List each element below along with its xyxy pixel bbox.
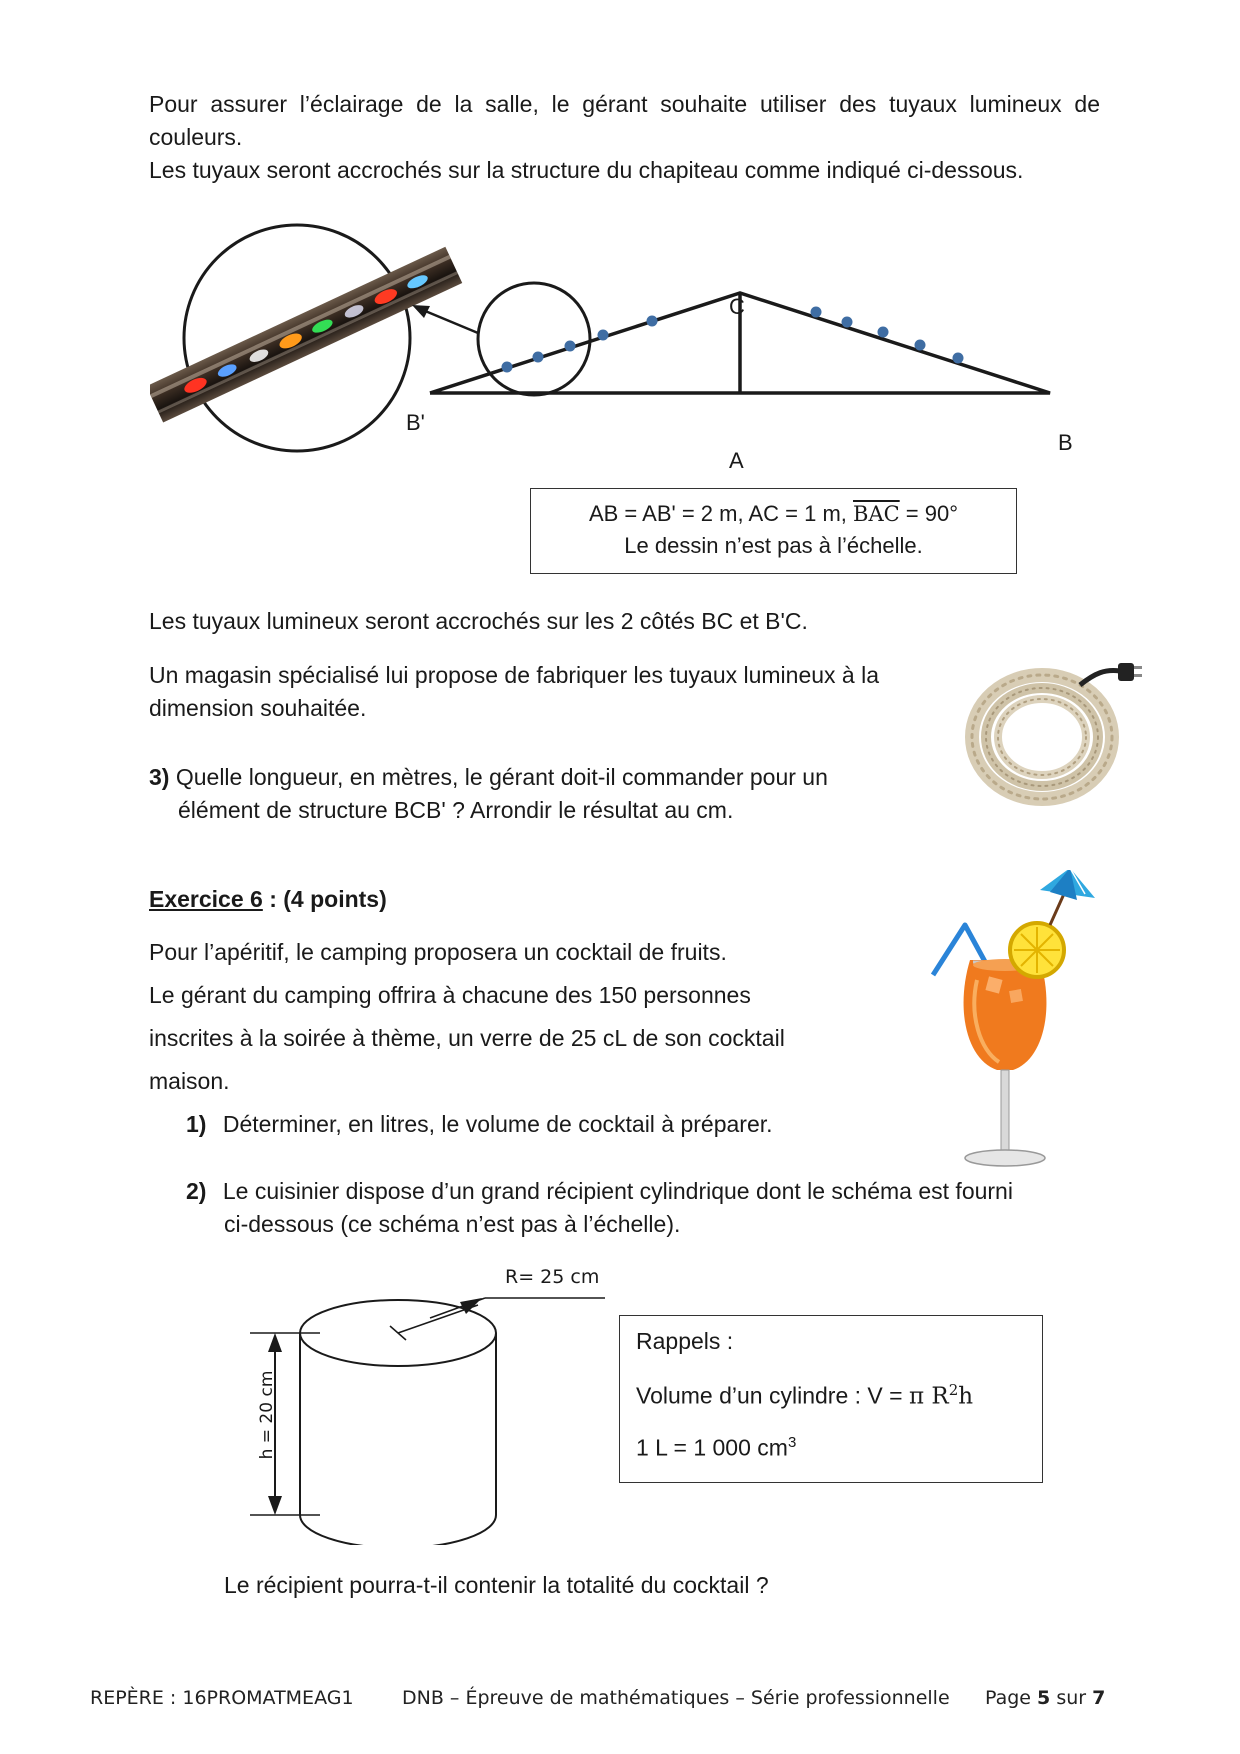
rappels-title: Rappels :: [636, 1328, 734, 1354]
info-line-1: [531, 498, 1016, 530]
ex6-question-1-number: 1): [186, 1111, 207, 1137]
label-B: B: [1058, 430, 1073, 455]
ex6-question-2: [186, 1175, 1013, 1208]
rappels-volume-prefix: Volume d’un cylindre : V =: [636, 1382, 909, 1409]
footer-page: [985, 1687, 1105, 1709]
rappels-volume-h: h: [958, 1383, 974, 1410]
rappels-box: [619, 1315, 1043, 1483]
question-3-text-line2: élément de structure BCB' ? Arrondir le résultat au cm.: [178, 797, 734, 823]
rappels-liter-exp: 3: [787, 1434, 797, 1451]
info-line-1-prefix: AB = AB' = 2 m, AC = 1 m,: [588, 501, 854, 526]
question-3-text-line1: Quelle longueur, en mètres, le gérant doit-il commander pour un: [175, 764, 828, 790]
ex6-line-4: maison.: [149, 1068, 230, 1094]
ex6-line-3: inscrites à la soirée à thème, un verre de 25 cL de son cocktail: [149, 1025, 785, 1051]
radius-label: R= 25 cm: [505, 1266, 600, 1288]
shop-text: Un magasin spécialisé lui propose de fabriquer les tuyaux lumineux à la dimension souhaitée.: [149, 662, 880, 721]
sides-text: Les tuyaux lumineux seront accrochés sur les 2 côtés BC et B'C.: [149, 608, 808, 634]
zoom-circle: [478, 283, 590, 395]
info-line-2: Le dessin n’est pas à l’échelle.: [624, 533, 923, 558]
height-label: h = 20 cm: [257, 1370, 277, 1460]
cocktail-image: [925, 870, 1105, 1180]
footer-title: DNB – Épreuve de mathématiques – Série professionnelle: [402, 1687, 950, 1709]
rappels-volume: [636, 1381, 973, 1410]
footer-page-total: 7: [1092, 1687, 1106, 1709]
exercise-6-label: Exercice 6: [149, 886, 263, 912]
ex6-line-1: Pour l’apéritif, le camping proposera un cocktail de fruits.: [149, 939, 727, 965]
footer-page-mid: sur: [1050, 1687, 1093, 1709]
ex6-question-2-number: 2): [186, 1178, 207, 1204]
question-3-number: 3): [149, 764, 170, 790]
label-C: C: [729, 294, 745, 319]
rappels-liter: [636, 1434, 796, 1462]
angle-label: $\overline{BAC}$: [853, 502, 900, 526]
footer-page-number: 5: [1037, 1687, 1051, 1709]
footer-reference: REPÈRE : 16PROMATMEAG1: [90, 1687, 354, 1709]
info-line-1-suffix: = 90°: [899, 501, 959, 526]
coiled-light-tube-image: [960, 655, 1145, 815]
ex6-question-1-text: Déterminer, en litres, le volume de cocktail à préparer.: [222, 1111, 773, 1137]
intro-paragraph-2: Les tuyaux seront accrochés sur la structure du chapiteau comme indiqué ci-dessous.: [149, 157, 1024, 183]
ex6-question-2-text-line2: ci-dessous (ce schéma n’est pas à l’échelle).: [224, 1211, 681, 1237]
footer-page-prefix: Page: [985, 1687, 1038, 1709]
cylinder-figure: [230, 1260, 610, 1545]
ex6-question-2-text-line1: Le cuisinier dispose d’un grand récipient cylindrique dont le schéma est fourni: [222, 1178, 1013, 1204]
rappels-volume-exp: 2: [948, 1381, 959, 1399]
rappels-volume-pi: π R: [908, 1383, 949, 1410]
label-B-prime: B': [406, 410, 425, 435]
structure-figure: [150, 215, 1090, 475]
rappels-liter-text: 1 L = 1 000 cm: [636, 1434, 788, 1461]
label-A: A: [729, 448, 744, 473]
ex6-line-2: Le gérant du camping offrira à chacune des 150 personnes: [149, 982, 751, 1008]
final-question: Le récipient pourra-t-il contenir la totalité du cocktail ?: [224, 1572, 769, 1598]
exercise-6-points: : (4 points): [262, 886, 387, 912]
exercise-6-title: [149, 883, 387, 916]
question-3: [149, 761, 828, 794]
intro-paragraph-1: Pour assurer l’éclairage de la salle, le gérant souhaite utiliser des tuyaux lumineux de couleurs.: [149, 91, 1100, 150]
figure-info-box: [530, 488, 1017, 574]
ex6-question-1: [186, 1108, 773, 1141]
